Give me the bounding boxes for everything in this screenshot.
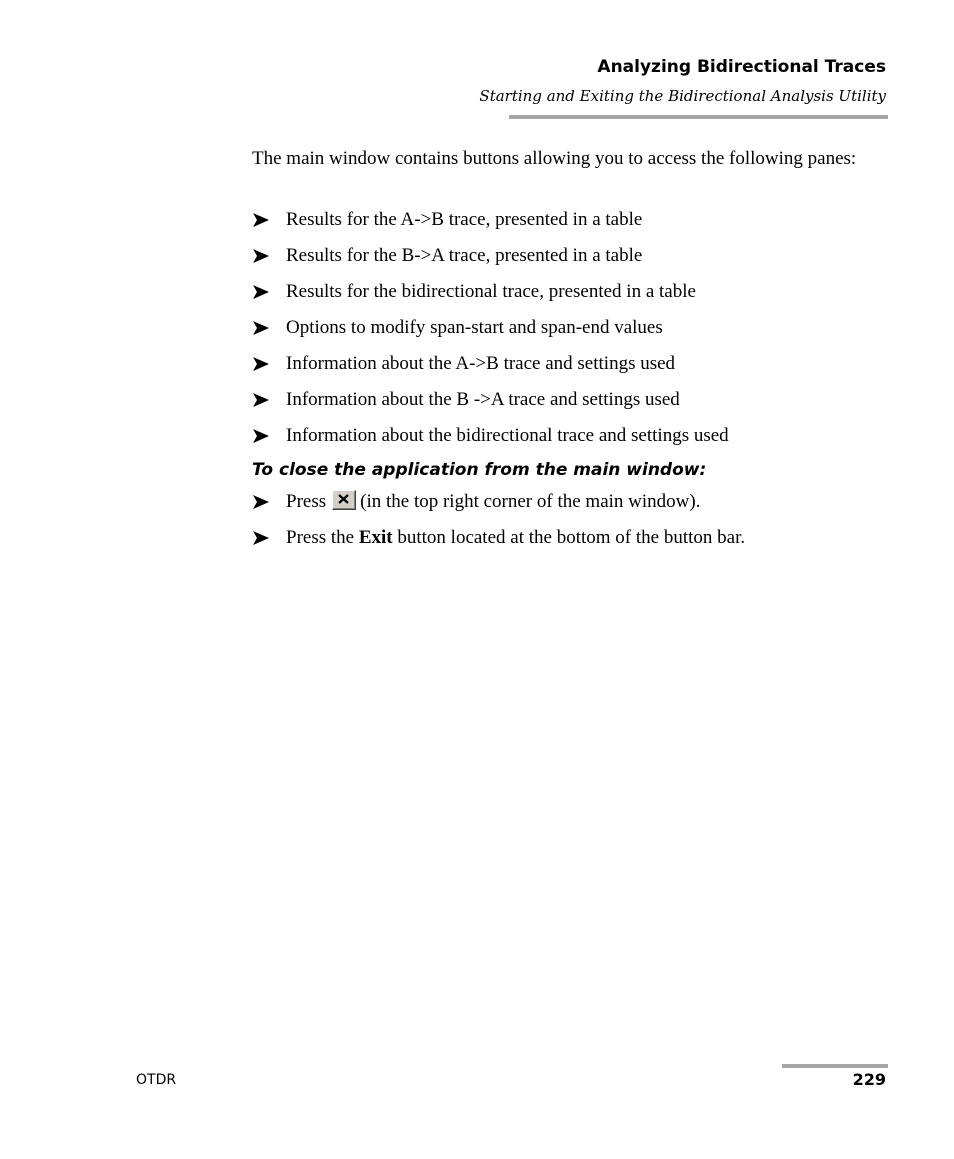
list-item-text: Information about the B ->A trace and settings used <box>286 389 680 410</box>
arrow-bullet-icon <box>252 283 270 301</box>
list-item-text: Information about the A->B trace and settings used <box>286 353 676 374</box>
step-text <box>286 489 700 515</box>
arrow-bullet-icon <box>252 211 270 229</box>
arrow-bullet-icon <box>252 247 270 265</box>
header-divider <box>509 115 888 119</box>
list-item-text: Options to modify span-start and span-end values <box>286 317 663 338</box>
procedure-heading: To close the application from the main window: <box>252 460 707 480</box>
arrow-bullet-icon <box>252 319 270 337</box>
list-item-text: Results for the bidirectional trace, presented in a table <box>286 281 696 302</box>
arrow-bullet-icon <box>252 355 270 373</box>
arrow-bullet-icon <box>252 529 270 547</box>
arrow-bullet-icon <box>252 427 270 445</box>
step-location-text: button located at the bottom of the button bar. <box>392 527 746 548</box>
product-name: OTDR <box>136 1072 177 1088</box>
list-item-text: Results for the A->B trace, presented in a table <box>286 209 643 230</box>
arrow-bullet-icon <box>252 391 270 409</box>
arrow-bullet-icon <box>252 493 270 511</box>
page-number: 229 <box>852 1070 886 1089</box>
exit-button-label: Exit <box>358 527 393 548</box>
chapter-title: Analyzing Bidirectional Traces <box>597 57 886 77</box>
footer-divider <box>782 1064 888 1068</box>
intro-paragraph: The main window contains buttons allowing you to access the following panes: <box>252 148 857 169</box>
step-press-text: Press the <box>286 527 359 548</box>
list-item-text: Results for the B->A trace, presented in a table <box>286 245 643 266</box>
close-x-icon <box>332 490 356 510</box>
step-press-text: Press <box>286 491 327 512</box>
section-subtitle: Starting and Exiting the Bidirectional Analysis Utility <box>479 87 886 105</box>
list-item-text: Information about the bidirectional trace and settings used <box>286 425 729 446</box>
step-location-text: (in the top right corner of the main window). <box>360 491 701 512</box>
step-text <box>286 525 745 551</box>
